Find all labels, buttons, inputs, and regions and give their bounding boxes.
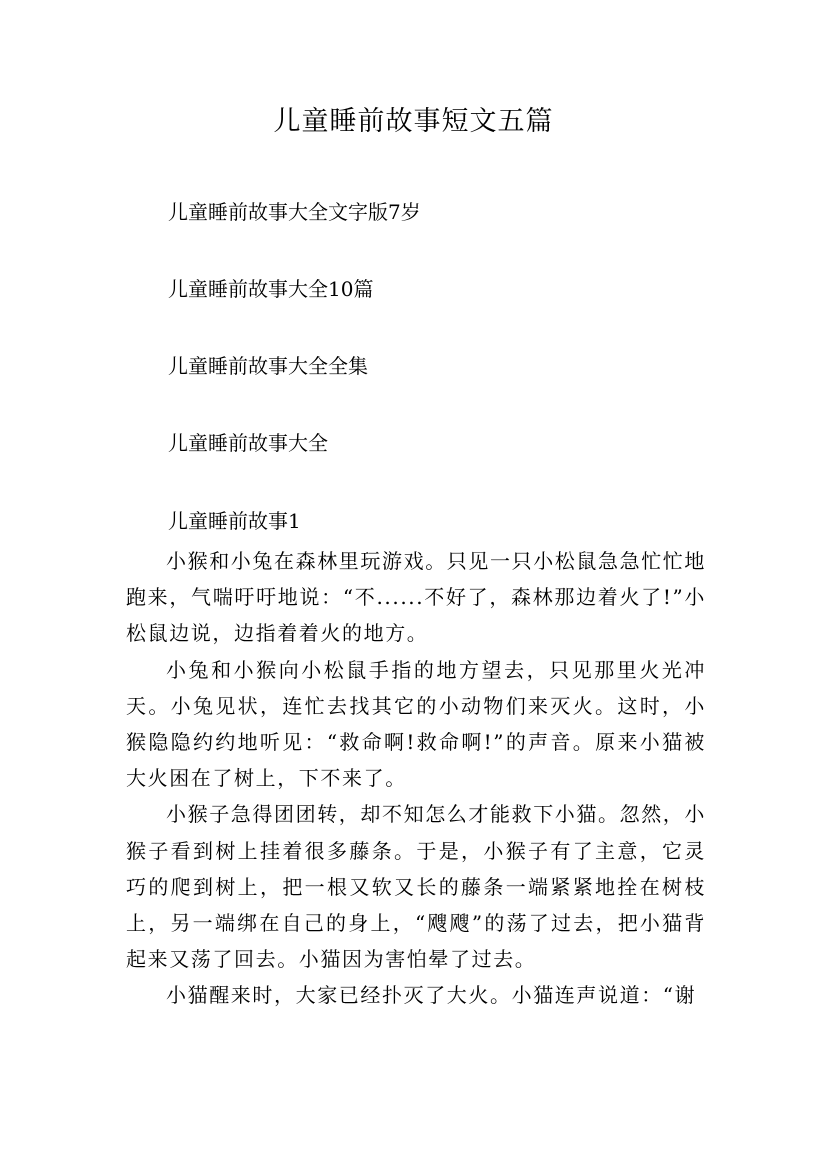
toc-item: 儿童睡前故事大全文字版7岁 — [168, 200, 421, 224]
story-paragraph: 小猴子急得团团转，却不知怎么才能救下小猫。忽然，小猴子看到树上挂着很多藤条。于是，小猴子有了主意，它灵巧的爬到树上，把一根又软又长的藤条一端紧紧地拴在树枝上，另一端绑在自己的身上，“飕飕”的荡了过去，把小猫背起来又荡了回去。小猫因为害怕晕了过去。 — [126, 802, 706, 972]
story-paragraph: 小猴和小兔在森林里玩游戏。只见一只小松鼠急急忙忙地跑来，气喘吁吁地说：“不......不好了，森林那边着火了!”小松鼠边说，边指着着火的地方。 — [126, 549, 706, 646]
section-heading: 儿童睡前故事1 — [168, 509, 301, 533]
document-title: 儿童睡前故事短文五篇 — [273, 106, 554, 137]
story-body — [126, 543, 706, 1014]
story-paragraph: 小猫醒来时，大家已经扑灭了大火。小猫连声说道：“谢 — [166, 983, 697, 1008]
toc-item: 儿童睡前故事大全全集 — [168, 354, 368, 378]
toc-item: 儿童睡前故事大全 — [168, 431, 328, 455]
story-paragraph: 小兔和小猴向小松鼠手指的地方望去，只见那里火光冲天。小兔见状，连忙去找其它的小动物们来灭火。这时，小猴隐隐约约地听见：“救命啊!救命啊!”的声音。原来小猫被大火困在了树上，下不来了。 — [126, 657, 706, 791]
toc-item: 儿童睡前故事大全10篇 — [168, 277, 374, 301]
